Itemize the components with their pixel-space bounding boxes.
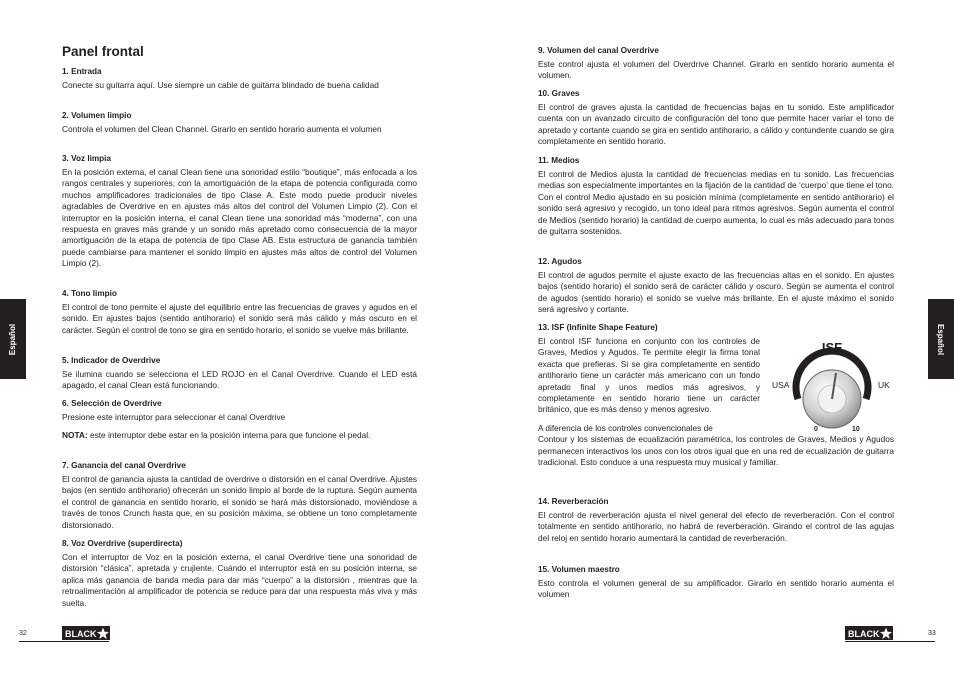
- section-ganancia-overdrive: [62, 461, 417, 538]
- page-number-right: 33: [928, 630, 936, 637]
- section-heading: 15. Volumen maestro: [538, 565, 620, 574]
- section-heading: 4. Tono limpio: [62, 289, 117, 298]
- isf-uk-label: UK: [878, 380, 890, 390]
- section-text: El control ISF funciona en conjunto con los controles de Graves, Medios y Agudos. Te permite elegir la firma tonal exacta que prefieras. Si se gira completamente en sentido antihorario tiene un carácter más americano con un fondo apretado final y unos medios más agresivos, y completamente en sentido horario tiene un carácter británico, que es más denso y menos agresivo.: [538, 336, 760, 415]
- section-heading: 14. Reverberación: [538, 497, 609, 506]
- section-text: Conecte su guitarra aquí. Use siempre un cable de guitarra blindado de buena calidad: [62, 80, 379, 90]
- section-voz-limpia: [62, 154, 417, 277]
- language-tab-right: [928, 299, 954, 379]
- brand-logo-text: BLACK: [848, 629, 880, 639]
- section-reverberacion: [538, 497, 894, 551]
- section-text: El control de graves ajusta la cantidad de frecuencias bajas en tu sonido. Este amplificador cuenta con un avanzado circuito de configuración del tono que permite hacer variar el tono de apretado y cortante cuando se gira en sentido antihorario, a cálido y contundente cuando se gira completamente en sentido horario.: [538, 102, 894, 147]
- section-text: Este control ajusta el volumen del Overdrive Channel. Girarlo en sentido horario aumenta el volumen.: [538, 59, 894, 81]
- section-text: Con el interruptor de Voz en la posición externa, el canal Overdrive tiene una sonoridad de distorsión “clásica”, apretada y crujiente. Cuándo el interruptor está en su posición interna, se aplica más ganancia de banda media para dar más “cuerpo” a la distorsión , mientras que la retroalimentación al amplificador de potencia se reduce para dar una respuesta más viva y más suelta.: [62, 552, 417, 608]
- section-heading: 12. Agudos: [538, 257, 582, 266]
- section-text: El control de agudos permite el ajuste exacto de las frecuencias altas en el sonido. En ajustes bajos (sentido horario) el sonido será de carácter cálido y oscuro. Según se aumenta el control de agudos (sentido horario) el sonido se vuelve más brillante. En el ajuste máximo el sonido será agresivo y cortante.: [538, 270, 894, 315]
- brand-logo: [845, 624, 893, 642]
- section-heading: 1. Entrada: [62, 67, 102, 76]
- section-heading: 11. Medios: [538, 156, 580, 165]
- isf-usa-label: USA: [772, 380, 790, 390]
- isf-min-label: 0: [814, 426, 818, 433]
- section-heading: 8. Voz Overdrive (superdirecta): [62, 539, 183, 548]
- section-tono-limpio: [62, 289, 417, 343]
- page-number-left: 32: [19, 630, 27, 637]
- section-heading: 13. ISF (Infinite Shape Feature): [538, 323, 658, 332]
- section-text: El control de tono permite el ajuste del equilibrio entre las frecuencias de graves y agudos en el sonido. En ajustes bajos (sentido antihorario) el sonido será más cálido y más oscuro en el carácter. Según el control de tono se gira en sentido horario, el sonido se vuelve más brillante.: [62, 302, 417, 335]
- section-text: Esto controla el volumen general de su amplificador. Girarlo en sentido horario aumenta el volumen: [538, 578, 894, 600]
- language-tab-label: Español: [936, 323, 946, 355]
- section-medios: [538, 156, 894, 244]
- section-heading: 7. Ganancia del canal Overdrive: [62, 461, 186, 470]
- note-label: NOTA:: [62, 430, 88, 441]
- section-text: El control de reverberación ajusta el nivel general del efecto de reverberación. Con el control totalmente en sentido antihorario, no habrá de reverberación. Girando el control de las agujas del reloj en sentido horario aumentará la cantidad de reverberación.: [538, 510, 894, 543]
- section-heading: 3. Voz limpia: [62, 154, 111, 163]
- section-text: El control de ganancia ajusta la cantidad de overdrive o distorsión en el canal Overdrive. Ajustes bajos (en sentido antihorario) ofrecerán un sonido limpio al borde de la ruptura. Según aumenta el control de ganancia en sentido horario, el sonido se hará más distorsionado, moviéndose a través de tonos Crunch hasta que, en su posición máxima, se obtiene un tono completamente distorsionado.: [62, 474, 417, 530]
- note-body: este interruptor debe estar en la posición interna para que funcione el pedal.: [87, 430, 371, 441]
- section-agudos: [538, 257, 894, 323]
- note-text: [62, 430, 417, 441]
- language-tab-label: Español: [8, 323, 18, 355]
- section-text: Se ilumina cuando se selecciona el LED ROJO en el Canal Overdrive. Cuando el LED está apagado, el canal Clean está funcionando.: [62, 369, 417, 391]
- section-text: Presione este interruptor para seleccionar el canal Overdrive: [62, 412, 286, 422]
- section-seleccion-overdrive: [62, 399, 417, 449]
- section-heading: 6. Selección de Overdrive: [62, 399, 162, 408]
- section-volumen-overdrive: [538, 46, 894, 89]
- brand-logo-text: BLACK: [65, 629, 97, 639]
- section-text: Controla el volumen del Clean Channel. Girarlo en sentido horario aumenta el volumen: [62, 124, 382, 134]
- section-heading: 2. Volumen limpio: [62, 111, 132, 120]
- section-heading: 5. Indicador de Overdrive: [62, 356, 161, 365]
- section-heading: 9. Volumen del canal Overdrive: [538, 46, 659, 55]
- section-text: El control de Medios ajusta la cantidad de frecuencias medias en tu sonido. Las frecuencias medias son especialmente importantes en la fijación de la cantidad de ‘cuerpo’ que tiene el tono. Con el control Medio ajustado en su posición mínima (completamente en sentido antihorario) el sonido será agresivo y recogido, un tono ideal para ritmos agresivos. Según aumenta el control de Medios (sentido horario) la cantidad de cuerpo aumenta, lo cual es más adecuado para tonos de guitarra sostenidos.: [538, 169, 894, 237]
- section-entrada: [62, 67, 417, 98]
- isf-max-label: 10: [852, 426, 860, 433]
- section-text: A diferencia de los controles convencionales de: [538, 422, 713, 433]
- isf-knob-figure: [770, 337, 896, 437]
- brand-logo: [62, 624, 110, 642]
- section-text: En la posición externa, el canal Clean tiene una sonoridad estilo “boutique”, más enfocada a los rangos centrales y superiores, con la amortiguación de la etapa de potencia configurada como muchos amplificadores tradicionales de tipo Clase A. Este modo puede producir niveles agradables de Overdrive en en ajustes más altos del control del Volumen Limpio (2). Con el interruptor en la posición interna, el canal Clean tiene una sonoridad más “moderna”, con una respuesta en graves más grande y un sonido más apretado como consecuencia de la mayor amortiguación de la etapa de potencia de tipo Clase AB. Esta estructura de ganancia también puede cambiarse para mantener el sonido limpio en ajustes más altos de control del Volumen Limpio (2).: [62, 167, 417, 269]
- page-title: Panel frontal: [62, 44, 144, 59]
- section-heading: 10. Graves: [538, 89, 580, 98]
- section-graves: [538, 89, 894, 155]
- section-volumen-maestro: [538, 565, 894, 608]
- isf-label: ISF: [821, 340, 843, 355]
- language-tab-left: [0, 299, 26, 379]
- section-voz-overdrive: [62, 539, 417, 616]
- section-volumen-limpio: [62, 111, 417, 142]
- section-indicador-overdrive: [62, 356, 417, 399]
- section-text: Contour y los sistemas de ecualización paramétrica, los controles de Graves, Medios y Agudos permanecen interactivos los unos con los otros igual que en una red de ecualización de guitarra tradicional. Esto conduce a una respuesta muy musical y familiar.: [538, 434, 894, 468]
